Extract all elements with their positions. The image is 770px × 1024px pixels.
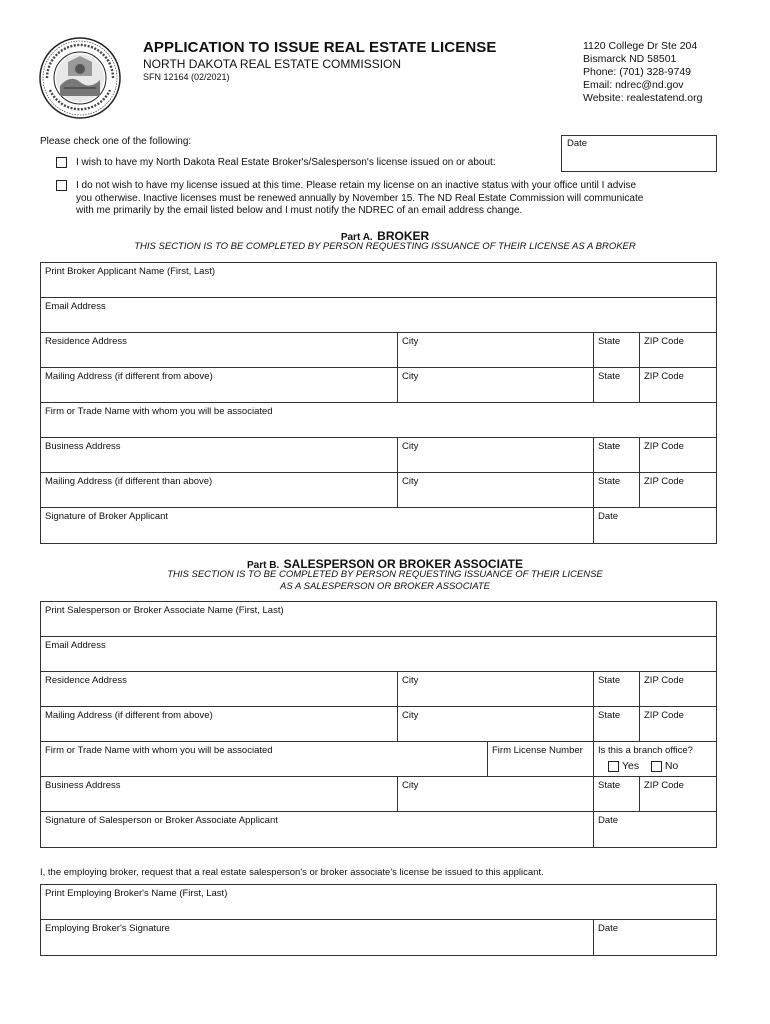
part-b-subtitle (0, 569, 770, 592)
field-label: City (402, 476, 419, 487)
part-b-grid (40, 601, 717, 848)
broker-business-city-field[interactable] (398, 438, 594, 472)
broker-mailing2-zip-field[interactable] (640, 473, 716, 507)
broker-business-state-field[interactable] (594, 438, 640, 472)
option-inactive-text-line: you otherwise. Inactive licenses must be renewed annually by November 15. The ND Real Estate Commission will communicate (76, 192, 644, 204)
option-inactive-text-line: with me primarily by the email listed below and I must notify the NDREC of an email address change. (76, 205, 523, 216)
broker-business-field[interactable] (41, 438, 398, 472)
agency-name: NORTH DAKOTA REAL ESTATE COMMISSION (143, 57, 402, 71)
salesperson-mailing-field[interactable] (41, 707, 398, 741)
broker-mailing2-city-field[interactable] (398, 473, 594, 507)
field-label: Date (598, 815, 619, 826)
part-b-subtitle-line: THIS SECTION IS TO BE COMPLETED BY PERSON REQUESTING ISSUANCE OF THEIR LICENSE (167, 569, 603, 580)
salesperson-business-zip-field[interactable] (640, 777, 716, 811)
field-label: Business Address (45, 441, 121, 452)
salesperson-residence-state-field[interactable] (594, 672, 640, 706)
field-label: Email Address (45, 640, 106, 651)
field-label: City (402, 675, 419, 686)
salesperson-residence-zip-field[interactable] (640, 672, 716, 706)
broker-firm-field[interactable] (41, 403, 716, 437)
issue-license-checkbox[interactable] (56, 157, 67, 168)
broker-email-field[interactable] (41, 298, 716, 332)
salesperson-firm-field[interactable] (41, 742, 488, 776)
employing-broker-date-field[interactable] (594, 920, 716, 955)
employing-broker-statement: I, the employing broker, request that a real estate salesperson's or broker associate's license be issued to this applicant. (40, 867, 544, 878)
field-label: State (598, 675, 621, 686)
part-b-label: Part B. (246, 560, 280, 571)
salesperson-signature-field[interactable] (41, 812, 594, 847)
field-label: State (598, 710, 621, 721)
field-label: State (598, 780, 621, 791)
salesperson-name-field[interactable] (41, 602, 716, 636)
field-label: City (402, 336, 419, 347)
field-label: Email Address (45, 301, 106, 312)
salesperson-signature-date-field[interactable] (594, 812, 716, 847)
field-label: State (598, 441, 621, 452)
part-a-subtitle: THIS SECTION IS TO BE COMPLETED BY PERSON REQUESTING ISSUANCE OF THEIR LICENSE AS A BROKER (134, 241, 636, 252)
option-issue-license (76, 157, 496, 170)
salesperson-business-city-field[interactable] (398, 777, 594, 811)
field-label: Mailing Address (if different from above) (45, 371, 213, 382)
field-label: Signature of Broker Applicant (45, 511, 169, 522)
check-instructions: Please check one of the following: (40, 136, 192, 147)
branch-no-label: No (664, 760, 679, 772)
employing-broker-grid (40, 884, 717, 956)
broker-signature-field[interactable] (41, 508, 594, 543)
field-label: Firm or Trade Name with whom you will be associated (45, 745, 273, 756)
salesperson-business-field[interactable] (41, 777, 398, 811)
field-label: Print Employing Broker's Name (First, Last) (45, 888, 228, 899)
form-title: APPLICATION TO ISSUE REAL ESTATE LICENSE (143, 39, 497, 56)
field-label: State (598, 476, 621, 487)
branch-yes-checkbox[interactable] (608, 761, 619, 772)
field-label: Mailing Address (if different from above) (45, 710, 213, 721)
field-label: Mailing Address (if different than above) (45, 476, 213, 487)
salesperson-email-field[interactable] (41, 637, 716, 671)
broker-mailing-field[interactable] (41, 368, 398, 402)
salesperson-residence-city-field[interactable] (398, 672, 594, 706)
field-label: Employing Broker's Signature (45, 923, 170, 934)
form-number: SFN 12164 (02/2021) (143, 72, 230, 82)
employing-broker-name-field[interactable] (41, 885, 716, 919)
contact-address (583, 40, 702, 105)
broker-business-zip-field[interactable] (640, 438, 716, 472)
broker-mailing2-field[interactable] (41, 473, 398, 507)
broker-mailing-state-field[interactable] (594, 368, 640, 402)
branch-office-options (608, 760, 678, 772)
address-line: 1120 College Dr Ste 204 (583, 40, 698, 52)
field-label: Residence Address (45, 675, 127, 686)
salesperson-business-state-field[interactable] (594, 777, 640, 811)
field-label: City (402, 710, 419, 721)
field-label: City (402, 371, 419, 382)
field-label: ZIP Code (644, 675, 684, 686)
field-label: State (598, 371, 621, 382)
branch-yes-label: Yes (622, 760, 640, 772)
field-label: City (402, 441, 419, 452)
broker-signature-date-field[interactable] (594, 508, 716, 543)
field-label: ZIP Code (644, 441, 684, 452)
nd-state-seal-icon (38, 36, 122, 120)
salesperson-residence-field[interactable] (41, 672, 398, 706)
field-label: Residence Address (45, 336, 127, 347)
field-label: Firm or Trade Name with whom you will be associated (45, 406, 273, 417)
inactive-license-checkbox[interactable] (56, 180, 67, 191)
field-label: Firm License Number (492, 745, 583, 756)
field-label: Business Address (45, 780, 121, 791)
option-inactive-license (76, 180, 736, 218)
field-label: ZIP Code (644, 780, 684, 791)
field-label: ZIP Code (644, 371, 684, 382)
broker-residence-state-field[interactable] (594, 333, 640, 367)
broker-mailing-zip-field[interactable] (640, 368, 716, 402)
broker-residence-zip-field[interactable] (640, 333, 716, 367)
firm-license-number-field[interactable] (488, 742, 594, 776)
part-a-title: BROKER (377, 229, 430, 243)
field-label: Print Salesperson or Broker Associate Name (First, Last) (45, 605, 284, 616)
part-a-label: Part A. (340, 232, 373, 243)
broker-name-field[interactable] (41, 263, 716, 297)
broker-mailing2-state-field[interactable] (594, 473, 640, 507)
issue-date-field[interactable] (561, 135, 717, 172)
email-line: Email: ndrec@nd.gov (583, 79, 684, 91)
issue-date-label: Date (567, 138, 588, 149)
broker-residence-field[interactable] (41, 333, 398, 367)
broker-residence-city-field[interactable] (398, 333, 594, 367)
field-label: Date (598, 923, 619, 934)
field-label: Signature of Salesperson or Broker Associate Applicant (45, 815, 278, 826)
salesperson-mailing-city-field[interactable] (398, 707, 594, 741)
part-b-subtitle-line: AS A SALESPERSON OR BROKER ASSOCIATE (280, 580, 490, 592)
employing-broker-signature-field[interactable] (41, 920, 594, 955)
option-inactive-text-line: I do not wish to have my license issued at this time. Please retain my license on an inactive status with your office until I advise (76, 180, 637, 191)
website-line: Website: realestatend.org (583, 92, 703, 104)
field-label: Is this a branch office? (598, 745, 693, 756)
field-label: ZIP Code (644, 476, 684, 487)
field-label: State (598, 336, 621, 347)
field-label: Date (598, 511, 619, 522)
phone-line: Phone: (701) 328-9749 (583, 66, 691, 78)
part-b-title: SALESPERSON OR BROKER ASSOCIATE (283, 557, 524, 571)
part-a-grid (40, 262, 717, 544)
field-label: ZIP Code (644, 336, 684, 347)
option-issue-license-text: I wish to have my North Dakota Real Estate Broker's/Salesperson's license issued on or about: (76, 157, 496, 168)
field-label: ZIP Code (644, 710, 684, 721)
field-label: Print Broker Applicant Name (First, Last) (45, 266, 215, 277)
branch-office-field (594, 742, 716, 776)
branch-no-checkbox[interactable] (651, 761, 662, 772)
salesperson-mailing-state-field[interactable] (594, 707, 640, 741)
broker-mailing-city-field[interactable] (398, 368, 594, 402)
field-label: City (402, 780, 419, 791)
address-line: Bismarck ND 58501 (583, 53, 677, 65)
salesperson-mailing-zip-field[interactable] (640, 707, 716, 741)
